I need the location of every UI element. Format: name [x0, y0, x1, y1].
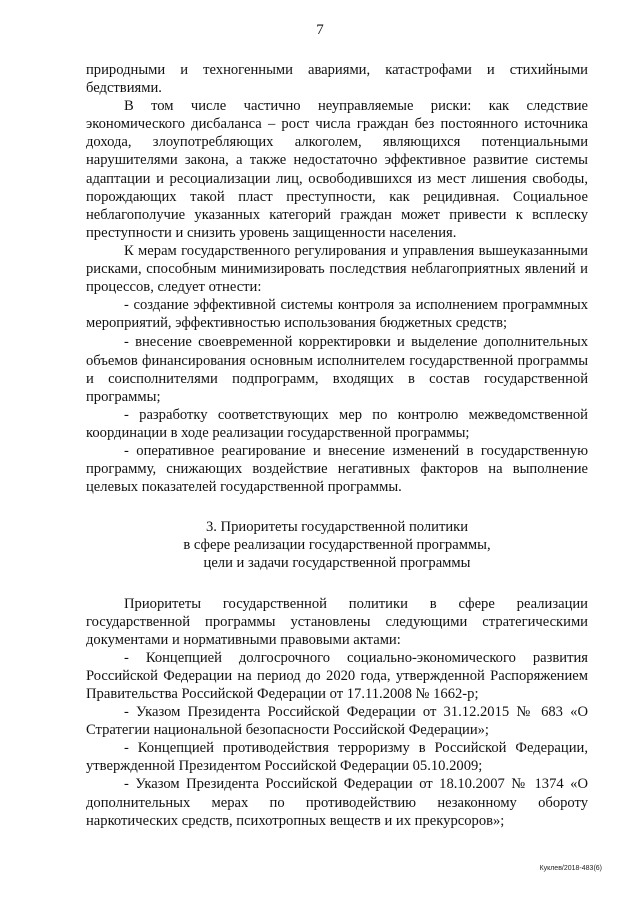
page-number: 7 — [316, 22, 324, 38]
paragraph: К мерам государственного регулирования и управления вышеуказанными рисками, способным минимизировать последствия неблагоприятных явлений и процессов, следует отнести: — [86, 242, 588, 296]
list-item: - Указом Президента Российской Федерации от 31.12.2015 № 683 «О Стратегии национальной безопасности Российской Федерации»; — [86, 704, 588, 739]
paragraph: Приоритеты государственной политики в сфере реализации государственной программы установлены следующими стратегическими документами и нормативными правовыми актами: — [86, 595, 588, 648]
paragraph: В том числе частично неуправляемые риски: как следствие экономического дисбаланса – рост числа граждан без постоянного источника дохода, злоупотребляющих алкоголем, являющихся потенциальными нарушителями закона, а также недостаточно эффективное развитие системы адаптации и ресоциализации лиц, освободившихся из мест лишения свободы, порождающих такой пласт преступности, как рецидивная. Социальное неблагополучие указанных категорий граждан может привести к всплеску преступности и снизить уровень защищенности населения. — [86, 98, 588, 241]
list-item: - Концепцией долгосрочного социально-экономического развития Российской Федерации на период до 2020 года, утвержденной Распоряжением Правительства Российской Федерации от 17.11.2008 № 1662-р; — [86, 649, 588, 702]
list-item: - оперативное реагирование и внесение изменений в государственную программу, снижающих воздействие негативных факторов на выполнение целевых показателей государственной программы. — [86, 442, 588, 496]
heading-line: цели и задачи государственной программы — [203, 555, 471, 572]
footer-code: Куклев/2018-483(6) — [539, 865, 602, 872]
section-heading — [86, 518, 588, 572]
list-item: - Концепцией противодействия терроризму в Российской Федерации, утвержденной Президентом Российской Федерации 05.10.2009; — [86, 740, 588, 775]
document-body — [86, 61, 588, 830]
heading-line: 3. Приоритеты государственной политики — [205, 519, 469, 536]
list-item: - разработку соответствующих мер по контролю межведомственной координации в ходе реализации государственной программы; — [86, 406, 588, 441]
list-item: - внесение своевременной корректировки и выделение дополнительных объемов финансирования основным исполнителем государственной программы и соисполнителями подпрограмм, входящих в состав государственной программы; — [86, 334, 588, 405]
paragraph: природными и техногенными авариями, катастрофами и стихийными бедствиями. — [86, 62, 588, 97]
heading-line: в сфере реализации государственной программы, — [183, 537, 491, 554]
list-item: - Указом Президента Российской Федерации от 18.10.2007 № 1374 «О дополнительных мерах по противодействию незаконному обороту наркотических средств, психотропных веществ и их прекурсоров»; — [86, 776, 588, 829]
list-item: - создание эффективной системы контроля за исполнением программных мероприятий, эффективностью использования бюджетных средств; — [86, 297, 588, 332]
